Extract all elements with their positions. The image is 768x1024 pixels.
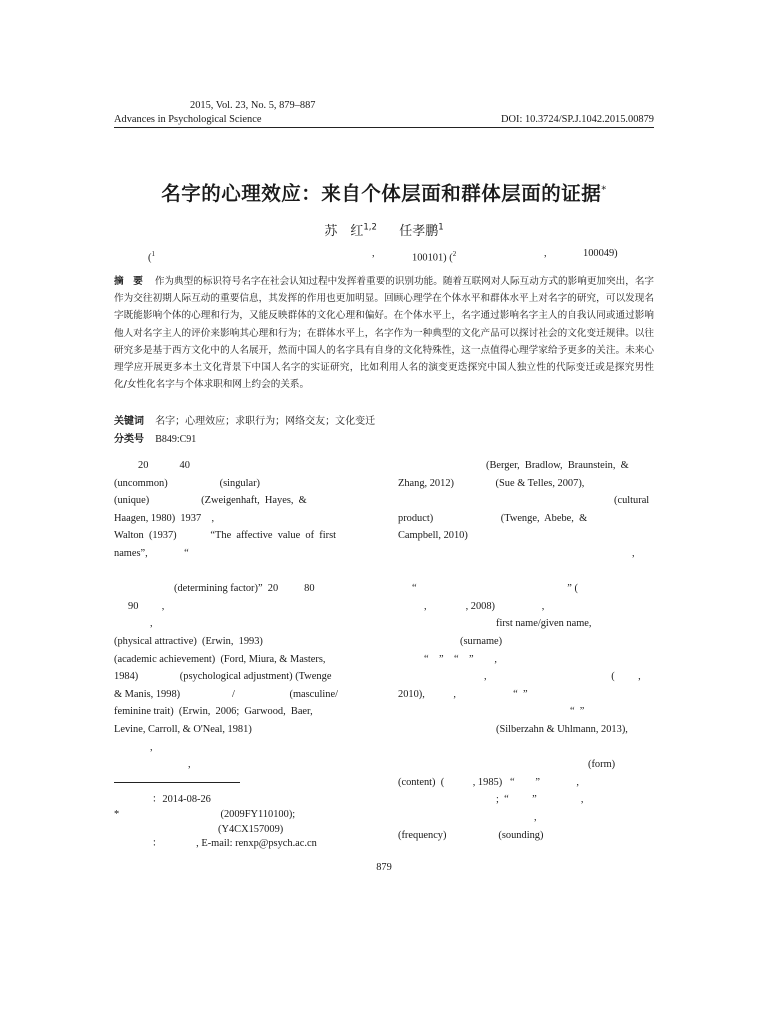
- page-number: 879: [376, 862, 392, 873]
- right-column-line: first name/given name,: [496, 618, 592, 630]
- right-column-line: (cultural: [614, 495, 650, 507]
- right-column-line: ,: [534, 812, 537, 823]
- abstract: [114, 273, 654, 393]
- footnote-rule: [114, 782, 240, 783]
- affil-comma-2: ,: [544, 248, 547, 259]
- left-column-line: (academic achievement) (Ford, Miura, & Masters,: [114, 653, 326, 665]
- classification: [114, 430, 196, 445]
- footnote-line: ： , E-mail: renxp@psych.ac.cn: [152, 838, 317, 850]
- right-column-line: (Berger, Bradlow, Braunstein, &: [486, 460, 629, 471]
- left-column-line: 90 ,: [128, 600, 165, 612]
- right-column-line: Zhang, 2012) (Sue & Telles, 2007),: [398, 477, 585, 489]
- left-column-line: 20 40: [138, 460, 190, 471]
- right-column-line: , ( ,: [484, 671, 641, 683]
- author-2: 任孝鹏: [399, 224, 439, 239]
- keywords: [114, 412, 375, 427]
- left-column-line: names”, “: [114, 548, 189, 559]
- left-column-line: ,: [188, 759, 191, 771]
- left-column-line: feminine trait) (Erwin, 2006; Garwood, Baer,: [114, 706, 313, 718]
- right-column-line: (surname): [460, 636, 503, 647]
- footnote-line: ：2014-08-26: [152, 794, 211, 805]
- author-1-affil: 1,2: [363, 222, 377, 233]
- affil-open: ($^1$: [148, 250, 155, 264]
- classification-label: 分类号: [114, 434, 144, 445]
- footnote-line: (Y4CX157009): [218, 823, 284, 835]
- journal-name: Advances in Psychological Science: [114, 114, 262, 125]
- title-footnote-mark: *: [601, 184, 607, 196]
- left-column-line: ,: [150, 618, 153, 630]
- author-2-affil: 1: [438, 222, 444, 233]
- abstract-text: 作为典型的标识符号名字在社会认知过程中发挥着重要的识别功能。随着互联网对人际互动方式的影响更加突出，名字作为交往初期人际互动的重要信息，其发挥的作用也更加明显。回顾心理学在个体水平和群体水平上对名字的研究，可以发现名字既能影响个体的心理和行为，又能反映群体的文化心理和偏好。在个体水平上，名字通过影响名字主人的自我认同或通过影响他人对名字主人的评价来影响其心理和行为；在群体水平上，名字作为一种典型的文化产品可以探讨社会的文化变迁规律。以往研究多是基于西方文化中的人名展开，然而中国人的名字具有自身的文化特殊性，这一点值得心理学家给予更多的关注。未来心理学应开展更多本土文化背景下中国人名字的实证研究，比如利用人名的演变更迭探究中国人独立性的代际变迁或是探究男性化/女性化名字与个体求职和网上约会的关系。: [114, 276, 655, 391]
- affil-zip-1: 100101) ($^2$: [412, 250, 457, 264]
- left-column-line: (physical attractive) (Erwin, 1993): [114, 636, 263, 647]
- right-column-line: ; “ ” ,: [496, 794, 584, 806]
- right-column-line: (form): [588, 759, 616, 771]
- author-1: 苏 红: [324, 224, 364, 239]
- left-column-line: Walton (1937) “The affective value of first: [114, 530, 337, 542]
- affil-zip-2: 100049): [583, 248, 618, 259]
- left-column-line: (uncommon) (singular): [114, 477, 261, 489]
- right-column-line: “ ”: [570, 706, 585, 718]
- header-rule: [114, 127, 654, 128]
- left-column-line: 1984) (psychological adjustment) (Twenge: [114, 671, 332, 683]
- abstract-label: 摘 要: [114, 276, 143, 287]
- keywords-text: 名字；心理效应；求职行为；网络交友；文化变迁: [155, 416, 376, 427]
- right-column-line: 2010), , “ ”: [398, 688, 528, 700]
- left-column-line: ,: [150, 741, 153, 753]
- classification-code: B849:C91: [155, 434, 197, 445]
- right-column-line: (frequency) (sounding): [398, 829, 544, 841]
- right-column-line: product) (Twenge, Abebe, &: [398, 512, 588, 524]
- issue-info: 2015, Vol. 23, No. 5, 879–887: [190, 100, 316, 111]
- left-column-line: (unique) (Zweigenhaft, Hayes, &: [114, 495, 307, 507]
- left-column-line: Haagen, 1980) 1937 ,: [114, 512, 215, 524]
- affil-comma-1: ,: [372, 248, 375, 259]
- right-column-line: Campbell, 2010): [398, 530, 468, 542]
- page-title: [0, 178, 768, 206]
- right-column-line: (Silberzahn & Uhlmann, 2013),: [496, 724, 628, 735]
- footnote-line: * (2009FY110100);: [114, 808, 296, 820]
- keywords-label: 关键词: [114, 416, 144, 427]
- left-column-line: & Manis, 1998) / (masculine/: [114, 688, 338, 700]
- right-column-line: , , 2008) ,: [424, 600, 545, 612]
- right-column-line: “ ” “ ” ,: [424, 653, 497, 665]
- right-column-line: (content) ( , 1985) “ ” ,: [398, 776, 579, 788]
- right-column-line: ,: [632, 548, 635, 559]
- doi: DOI: 10.3724/SP.J.1042.2015.00879: [501, 114, 654, 125]
- left-column-line: Levine, Carroll, & O'Neal, 1981): [114, 724, 252, 735]
- title-text: 名字的心理效应：来自个体层面和群体层面的证据: [161, 182, 602, 205]
- authors: [0, 220, 768, 239]
- right-column-line: “ ” (: [412, 583, 578, 595]
- left-column-line: (determining factor)” 20 80: [174, 583, 315, 595]
